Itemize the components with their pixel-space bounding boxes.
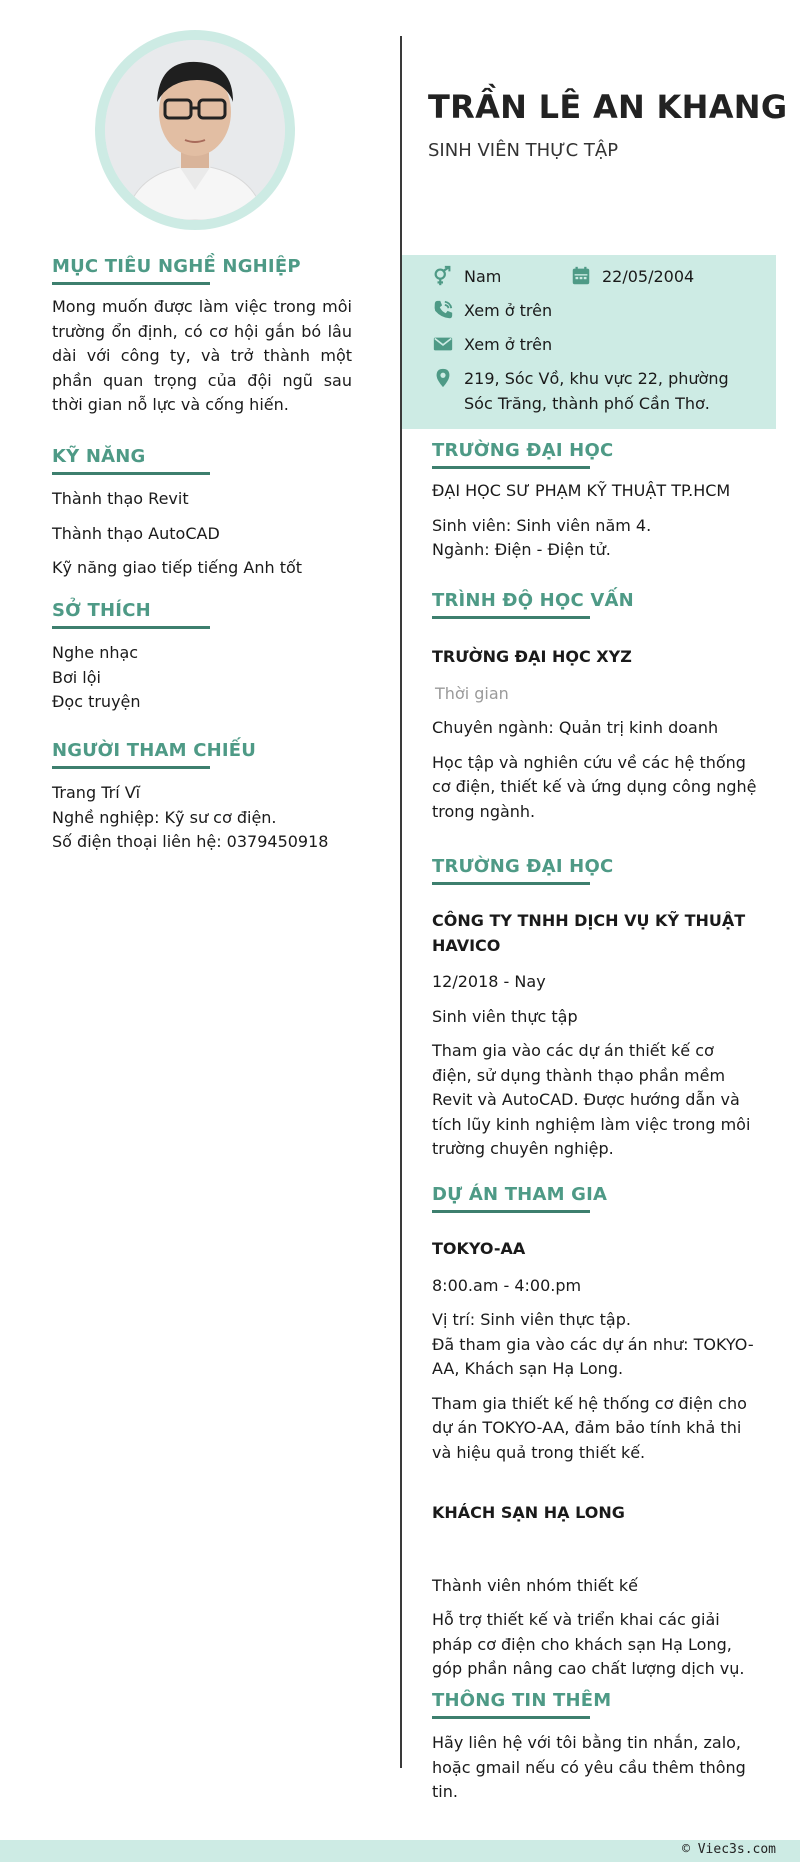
reference-line: Nghề nghiệp: Kỹ sư cơ điện.	[52, 807, 277, 827]
avatar-ring	[95, 30, 295, 230]
education-major: Chuyên ngành: Quản trị kinh doanh	[432, 718, 719, 737]
work-position: Sinh viên thực tập	[432, 1006, 578, 1026]
project-line: Đã tham gia vào các dự án như: TOKYO-AA, Khách sạn Hạ Long.	[432, 1334, 754, 1378]
project-time: 8:00.am - 4:00.pm	[432, 1275, 582, 1295]
more-info-title: THÔNG TIN THÊM	[432, 1690, 612, 1711]
calendar-icon	[570, 265, 592, 287]
work-desc: Tham gia vào các dự án thiết kế cơ điện, sử dụng thành thạo phần mềm Revit và AutoCAD. Được hướng dẫn và tích lũy kinh nghiệm làm việc trong môi trường chuyên nghiệp.	[432, 1041, 751, 1158]
project-desc: Tham gia thiết kế hệ thống cơ điện cho dự án TOKYO-AA, đảm bảo tính khả thi và hiệu quả trong thiết kế.	[432, 1393, 747, 1462]
university-title: TRƯỜNG ĐẠI HỌC	[432, 440, 614, 461]
projects-underline	[432, 1210, 590, 1213]
university-school: ĐẠI HỌC SƯ PHẠM KỸ THUẬT TP.HCM	[432, 481, 731, 500]
work-title: TRƯỜNG ĐẠI HỌC	[432, 856, 614, 877]
location-icon	[432, 367, 454, 389]
hobby-item: Đọc truyện	[52, 692, 141, 711]
hobbies-underline	[52, 626, 210, 629]
avatar	[105, 40, 285, 220]
projects-title: DỰ ÁN THAM GIA	[432, 1184, 608, 1205]
hobbies-section	[52, 600, 210, 715]
contact-address	[432, 367, 752, 416]
objective-text: Mong muốn được làm việc trong môi trường ổn định, có cơ hội gắn bó lâu dài với công ty, và trở thành một phần quan trọng của đội ngũ sau thời gian nỗ lực và cống hiến.	[52, 297, 352, 414]
education-underline	[432, 616, 590, 619]
more-info-section	[432, 1690, 758, 1805]
email-text: Xem ở trên	[464, 335, 553, 354]
education-desc: Học tập và nghiên cứu về các hệ thống cơ điện, thiết kế và ứng dụng công nghệ trong ngành.	[432, 752, 757, 821]
hobby-item: Bơi lội	[52, 667, 101, 687]
references-underline	[52, 766, 210, 769]
skills-underline	[52, 472, 210, 475]
gender-icon	[432, 265, 454, 287]
university-line2: Ngành: Điện - Điện tử.	[432, 540, 611, 559]
email-icon	[432, 333, 454, 355]
skill-item: Thành thạo Revit	[52, 489, 189, 508]
references-title: NGƯỜI THAM CHIẾU	[52, 740, 257, 761]
candidate-name: TRẦN LÊ AN KHANG	[428, 88, 788, 126]
education-section	[432, 590, 758, 824]
reference-line: Số điện thoại liên hệ: 0379450918	[52, 832, 329, 851]
objective-underline	[52, 282, 210, 285]
project-role: Thành viên nhóm thiết kế	[432, 1575, 638, 1595]
skills-title: KỸ NĂNG	[52, 446, 146, 467]
contact-dob	[570, 265, 694, 290]
objective-section	[52, 256, 352, 418]
education-school: TRƯỜNG ĐẠI HỌC XYZ	[432, 647, 632, 666]
contact-email	[432, 333, 552, 358]
hobby-item: Nghe nhạc	[52, 643, 139, 662]
hobbies-title: SỞ THÍCH	[52, 600, 151, 621]
work-period: 12/2018 - Nay	[432, 972, 546, 991]
university-section	[432, 440, 730, 563]
footer-band	[0, 1840, 800, 1862]
more-info-text: Hãy liên hệ với tôi bằng tin nhắn, zalo, hoặc gmail nếu có yêu cầu thêm thông tin.	[432, 1733, 746, 1801]
avatar-photo-icon	[105, 40, 285, 220]
work-section	[432, 856, 758, 1162]
more-info-underline	[432, 1716, 590, 1719]
address-text: 219, Sóc Vồ, khu vực 22, phường Sóc Trăng, thành phố Cần Thơ.	[464, 369, 729, 413]
reference-line: Trang Trí Vĩ	[52, 783, 141, 802]
work-company: CÔNG TY TNHH DỊCH VỤ KỸ THUẬT HAVICO	[432, 911, 746, 955]
project-desc: Hỗ trợ thiết kế và triển khai các giải pháp cơ điện cho khách sạn Hạ Long, góp phần nâng cao chất lượng dịch vụ.	[432, 1610, 745, 1678]
project-name: TOKYO-AA	[432, 1239, 526, 1258]
footer-watermark: © Viec3s.com	[682, 1842, 776, 1857]
university-line1: Sinh viên: Sinh viên năm 4.	[432, 515, 652, 535]
objective-title: MỤC TIÊU NGHỀ NGHIỆP	[52, 256, 301, 277]
skill-item: Kỹ năng giao tiếp tiếng Anh tốt	[52, 558, 303, 577]
dob-text: 22/05/2004	[602, 267, 695, 286]
phone-text: Xem ở trên	[464, 301, 553, 320]
university-underline	[432, 466, 590, 469]
gender-text: Nam	[464, 267, 502, 286]
skill-item: Thành thạo AutoCAD	[52, 523, 220, 543]
work-underline	[432, 882, 590, 885]
contact-band	[402, 255, 776, 429]
project-name: KHÁCH SẠN HẠ LONG	[432, 1503, 625, 1522]
references-section	[52, 740, 328, 855]
phone-icon	[432, 299, 454, 321]
skills-section	[52, 446, 302, 581]
projects-section	[432, 1184, 758, 1682]
contact-phone	[432, 299, 552, 324]
candidate-role: SINH VIÊN THỰC TẬP	[428, 140, 619, 161]
contact-gender	[432, 265, 501, 290]
education-title: TRÌNH ĐỘ HỌC VẤN	[432, 590, 634, 611]
project-line: Vị trí: Sinh viên thực tập.	[432, 1310, 631, 1329]
education-time-placeholder: Thời gian	[435, 683, 509, 703]
